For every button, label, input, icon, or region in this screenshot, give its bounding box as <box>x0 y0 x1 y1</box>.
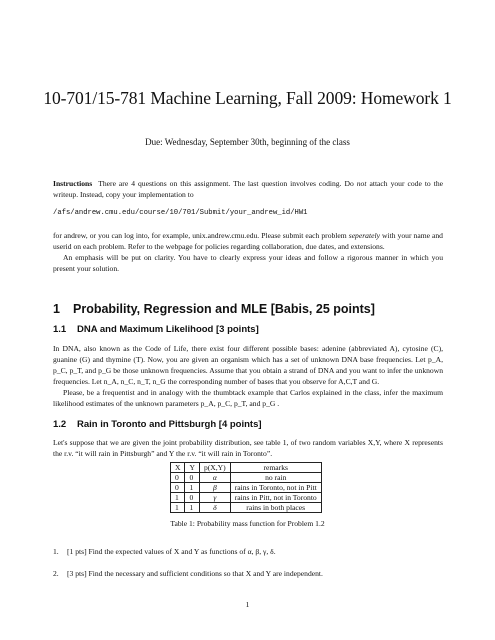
subsection-1-1-title: DNA and Maximum Likelihood [3 points] <box>77 324 259 335</box>
table-header: X <box>171 463 185 473</box>
table-cell: 0 <box>171 483 185 493</box>
subsection-1-1-number: 1.1 <box>53 324 67 335</box>
table-cell: δ <box>199 503 230 513</box>
document-title: 10-701/15-781 Machine Learning, Fall 2009: Homework 1 <box>43 88 452 108</box>
instructions-label: Instructions <box>53 179 93 188</box>
table-cell: γ <box>199 493 230 503</box>
section-1-number: 1 <box>53 302 60 316</box>
table-header-row <box>171 463 322 473</box>
instructions-emphasis-separately: seperately <box>348 231 380 240</box>
table-cell: 0 <box>171 473 185 483</box>
subsection-1-2-number: 1.2 <box>53 419 67 430</box>
table-header: p(X,Y) <box>199 463 230 473</box>
instructions-p3: An emphasis will be put on clarity. You have to clearly express your ideas and follow a rigorous manner in which you present your solution. <box>53 253 443 273</box>
section-1-heading <box>53 302 375 316</box>
question-text: [3 pts] Find the necessary and sufficient conditions so that X and Y are independent. <box>67 569 323 578</box>
probability-table <box>170 462 322 513</box>
table-cell: rains in Toronto, not in Pitt <box>230 483 321 493</box>
table-cell: 0 <box>185 493 199 503</box>
instructions-p2-a: for andrew, or you can log into, for example, unix.andrew.cmu.edu. Please submit each problem <box>53 231 349 240</box>
list-item <box>53 568 453 579</box>
instructions-p2-b: with your name and userid on each problem. Refer to the webpage for policies regarding collaboration, due dates, and extensions. <box>53 231 443 251</box>
question-number: 2. <box>53 569 59 578</box>
table-row <box>171 483 322 493</box>
subsection-1-2-p1: Let's suppose that we are given the joint probability distribution, see table 1, of two random variables X,Y, where X represents the r.v. “it will rain in Pittsburgh” and Y the r.v. “it will rain in Toronto”. <box>53 438 443 458</box>
table-cell: no rain <box>230 473 321 483</box>
question-list <box>53 546 453 590</box>
table-cell: 1 <box>171 503 185 513</box>
table-cell: α <box>199 473 230 483</box>
list-item <box>53 546 453 557</box>
subsection-1-2-body <box>53 437 443 459</box>
table-row <box>171 473 322 483</box>
subsection-1-1-heading <box>53 324 259 335</box>
instructions-block <box>53 178 443 200</box>
subsection-1-1-p2: Please, be a frequentist and in analogy with the thumbtack example that Carlos explained in the class, infer the maximum likelihood estimates of the unknown parameters p_A, p_C, p_T, and p_G . <box>53 388 443 408</box>
subsection-1-1-p1: In DNA, also known as the Code of Life, there exist four different possible bases: adenine (abbreviated A), cytosine (C), guanine (G) and thymine (T). Now, you are given an organism which has a set of unknown DNA base frequencies. Let p_A, p_C, p_T, and p_G be those unknown frequencies. Assume that you obtain a strand of DNA and you want to infer the unknown frequencies. Let n_A, n_C, n_T, n_G the corresponding number of bases that you observe for A,C,T and G. <box>53 344 443 386</box>
table-row <box>171 503 322 513</box>
question-number: 1. <box>53 547 59 556</box>
instructions-emphasis-not: not <box>356 179 367 188</box>
section-1-title: Probability, Regression and MLE [Babis, 25 points] <box>73 302 375 316</box>
table-cell: rains in Pitt, not in Toronto <box>230 493 321 503</box>
table-cell: 1 <box>185 483 199 493</box>
submit-path: /afs/andrew.cmu.edu/course/10/701/Submit/your_andrew_id/HW1 <box>53 209 308 217</box>
subsection-1-1-body <box>53 343 443 409</box>
subsection-1-2-title: Rain in Toronto and Pittsburgh [4 points] <box>77 419 262 430</box>
page-number: 1 <box>245 600 250 609</box>
table-caption: Table 1: Probability mass function for Problem 1.2 <box>170 519 325 528</box>
table-cell: 1 <box>171 493 185 503</box>
question-text: [1 pts] Find the expected values of X and Y as functions of α, β, γ, δ. <box>67 547 276 556</box>
instructions-block-2 <box>53 230 443 274</box>
due-date: Due: Wednesday, September 30th, beginning of the class <box>145 137 350 147</box>
table-cell: β <box>199 483 230 493</box>
table-row <box>171 493 322 503</box>
instructions-text-b: attach your code to the writeup. Instead, copy your implementation to <box>53 179 443 199</box>
instructions-text-a: There are 4 questions on this assignment. The last question involves coding. Do <box>98 179 357 188</box>
subsection-1-2-heading <box>53 419 262 430</box>
table-header: remarks <box>230 463 321 473</box>
table-cell: rains in both places <box>230 503 321 513</box>
table-cell: 1 <box>185 503 199 513</box>
table-cell: 0 <box>185 473 199 483</box>
table-header: Y <box>185 463 199 473</box>
